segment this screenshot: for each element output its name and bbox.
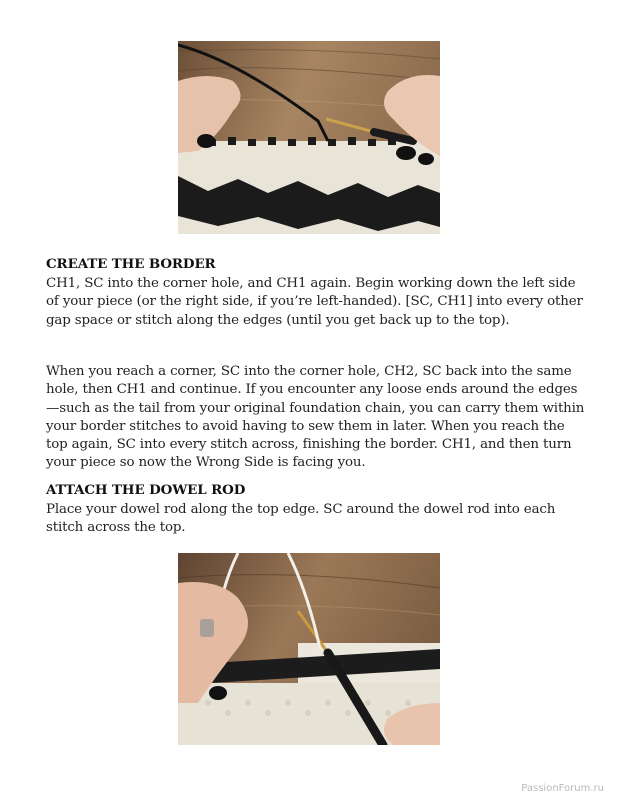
photo-crochet-border — [178, 41, 440, 234]
paragraph-border-step-1: CH1, SC into the corner hole, and CH1 again. Begin working down the left side of your piece (or the right side, if you’re left-handed). [SC, CH1] into every other gap space or stitch along the edges (until you get back up to the top). — [46, 276, 583, 328]
watermark: PassionForum.ru — [521, 783, 604, 794]
paragraph-dowel-step: Place your dowel rod along the top edge. SC around the dowel rod into each stitch across the top. — [46, 502, 556, 536]
heading-attach-the-dowel-rod: ATTACH THE DOWEL ROD — [46, 482, 246, 498]
paragraph-border-step-2: When you reach a corner, SC into the corner hole, CH2, SC back into the same hole, then CH1 and continue. If you encounter any loose ends around the edges—such as the tail from your original foundation chain, you can carry them within your border stitches to avoid having to sew them in later. When you reach the top again, SC into every stitch across, finishing the border. CH1, and then turn your piece so now the Wrong Side is facing you. — [46, 364, 585, 471]
photo-dowel-rod — [178, 553, 440, 745]
heading-create-the-border: CREATE THE BORDER — [46, 256, 216, 272]
